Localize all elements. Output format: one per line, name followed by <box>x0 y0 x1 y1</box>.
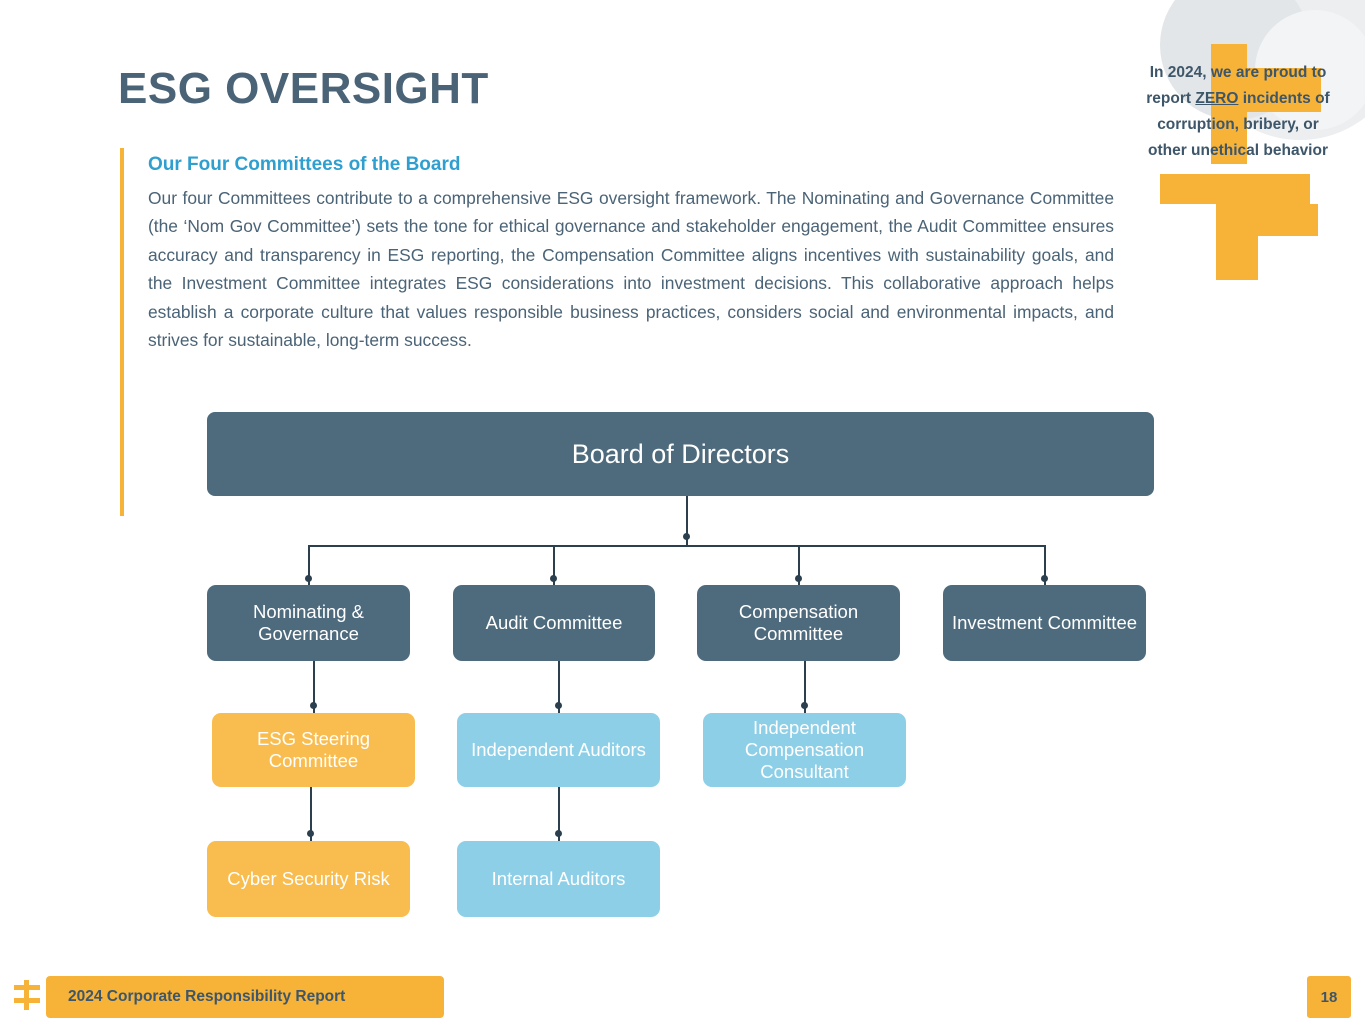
section-subheading: Our Four Committees of the Board <box>148 154 461 175</box>
org-node-independent-compensation-consultant: Independent Compensation Consultant <box>703 713 906 787</box>
connector-dot-cyber <box>307 830 314 837</box>
zero-incidents-callout <box>1140 60 1336 164</box>
connector-dot-compensation <box>795 575 802 582</box>
org-node-internal-auditors: Internal Auditors <box>457 841 660 917</box>
footer-bar <box>46 976 444 1018</box>
org-node-esg-steering-committee: ESG Steering Committee <box>212 713 415 787</box>
connector-dot-esg <box>310 702 317 709</box>
connector-dot-audit <box>550 575 557 582</box>
org-node-audit-committee: Audit Committee <box>453 585 655 661</box>
org-node-cyber-security-risk: Cyber Security Risk <box>207 841 410 917</box>
org-node-nominating-governance: Nominating & Governance <box>207 585 410 661</box>
page-title: ESG OVERSIGHT <box>118 64 489 113</box>
callout-emphasis: ZERO <box>1195 90 1239 108</box>
org-node-investment-committee: Investment Committee <box>943 585 1146 661</box>
connector-dot-consultant <box>801 702 808 709</box>
org-node-board-of-directors: Board of Directors <box>207 412 1154 496</box>
connector-dot-board <box>683 533 690 540</box>
footer-label: 2024 Corporate Responsibility Report <box>68 988 346 1005</box>
org-node-compensation-committee: Compensation Committee <box>697 585 900 661</box>
connector-dot-independent-auditors <box>555 702 562 709</box>
connector-bus <box>308 545 1044 547</box>
org-node-independent-auditors: Independent Auditors <box>457 713 660 787</box>
footer-logo-icon <box>14 980 40 1010</box>
connector-dot-investment <box>1041 575 1048 582</box>
connector-dot-internal-auditors <box>555 830 562 837</box>
callout-text-before: In 2024, we are proud to report <box>1146 64 1327 108</box>
connector-dot-nominating <box>305 575 312 582</box>
callout-text-after: incidents of corruption, bribery, or other unethical behavior <box>1147 90 1330 160</box>
body-paragraph: Our four Committees contribute to a comprehensive ESG oversight framework. The Nominating and Governance Committee (the ‘Nom Gov Committee’) sets the tone for ethical governance and stakeholder engagement, the Audit Committee ensures accuracy and transparency in ESG reporting, the Compensation Committee aligns incentives with sustainability goals, and the Investment Committee integrates ESG considerations into investment decisions. This collaborative approach helps establish a corporate culture that values responsible business practices, considers social and environmental impacts, and strives for sustainable, long-term success. <box>148 188 1114 351</box>
page-number: 18 <box>1307 976 1351 1018</box>
